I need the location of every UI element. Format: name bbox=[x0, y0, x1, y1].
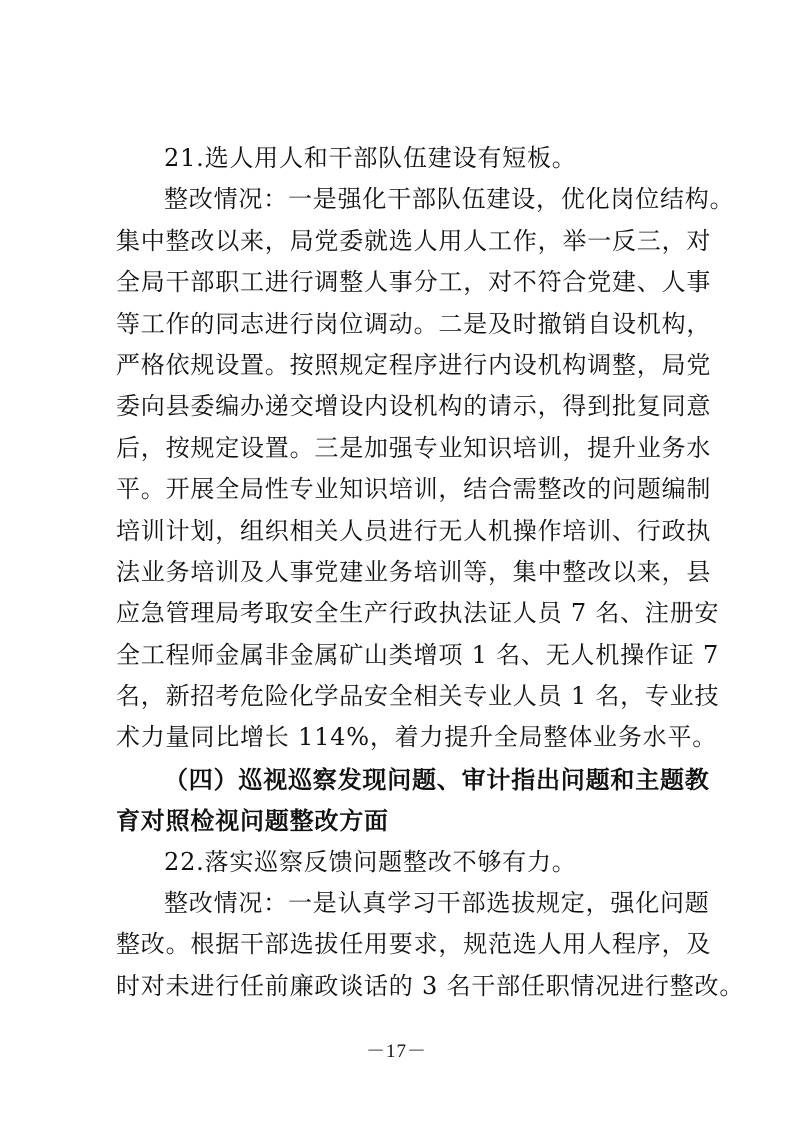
page-number: －17－ bbox=[365, 1041, 427, 1062]
section-heading-line: 育对照检视问题整改方面 bbox=[116, 806, 389, 836]
section-4-heading bbox=[116, 759, 710, 842]
item-22-title: 22.落实巡察反馈问题整改不够有力。 bbox=[164, 847, 577, 876]
paragraph-line: 术力量同比增长 114%，着力提升全局整体业务水平。 bbox=[116, 723, 718, 752]
paragraph-line: 时对未进行任前廉政谈话的 3 名干部任职情况进行整改。 bbox=[116, 971, 745, 1000]
paragraph-line: 应急管理局考取安全生产行政执法证人员 7 名、注册安 bbox=[116, 599, 720, 628]
paragraph-line: 培训计划，组织相关人员进行无人机操作培训、行政执 bbox=[116, 516, 712, 545]
item-21-title: 21.选人用人和干部队伍建设有短板。 bbox=[164, 144, 577, 172]
item-21-status-paragraph bbox=[116, 179, 735, 758]
paragraph-line: 名，新招考危险化学品安全相关专业人员 1 名，专业技 bbox=[116, 682, 720, 711]
paragraph-line: 整改情况：一是强化干部队伍建设，优化岗位结构。 bbox=[164, 185, 735, 214]
paragraph-line: 严格依规设置。按照规定程序进行内设机构调整，局党 bbox=[116, 350, 712, 379]
paragraph-line: 全工程师金属非金属矿山类增项 1 名、无人机操作证 7 bbox=[116, 640, 720, 669]
paragraph-line: 法业务培训及人事党建业务培训等，集中整改以来，县 bbox=[116, 557, 712, 586]
section-heading-line: （四）巡视巡察发现问题、审计指出问题和主题教 bbox=[164, 764, 710, 794]
paragraph-line: 集中整改以来，局党委就选人用人工作，举一反三，对 bbox=[116, 226, 712, 255]
paragraph-line: 整改。根据干部选拔任用要求，规范选人用人程序，及 bbox=[116, 930, 712, 959]
paragraph-line: 后，按规定设置。三是加强专业知识培训，提升业务水 bbox=[116, 433, 712, 462]
paragraph-line: 委向县委编办递交增设内设机构的请示，得到批复同意 bbox=[116, 392, 712, 421]
paragraph-line: 整改情况：一是认真学习干部选拔规定，强化问题 bbox=[164, 889, 710, 918]
item-22-status-paragraph bbox=[116, 883, 745, 1007]
paragraph-line: 全局干部职工进行调整人事分工，对不符合党建、人事 bbox=[116, 268, 712, 297]
document-body bbox=[116, 138, 745, 1007]
paragraph-line: 等工作的同志进行岗位调动。二是及时撤销自设机构， bbox=[116, 309, 712, 338]
paragraph-line: 平。开展全局性专业知识培训，结合需整改的问题编制 bbox=[116, 475, 712, 504]
